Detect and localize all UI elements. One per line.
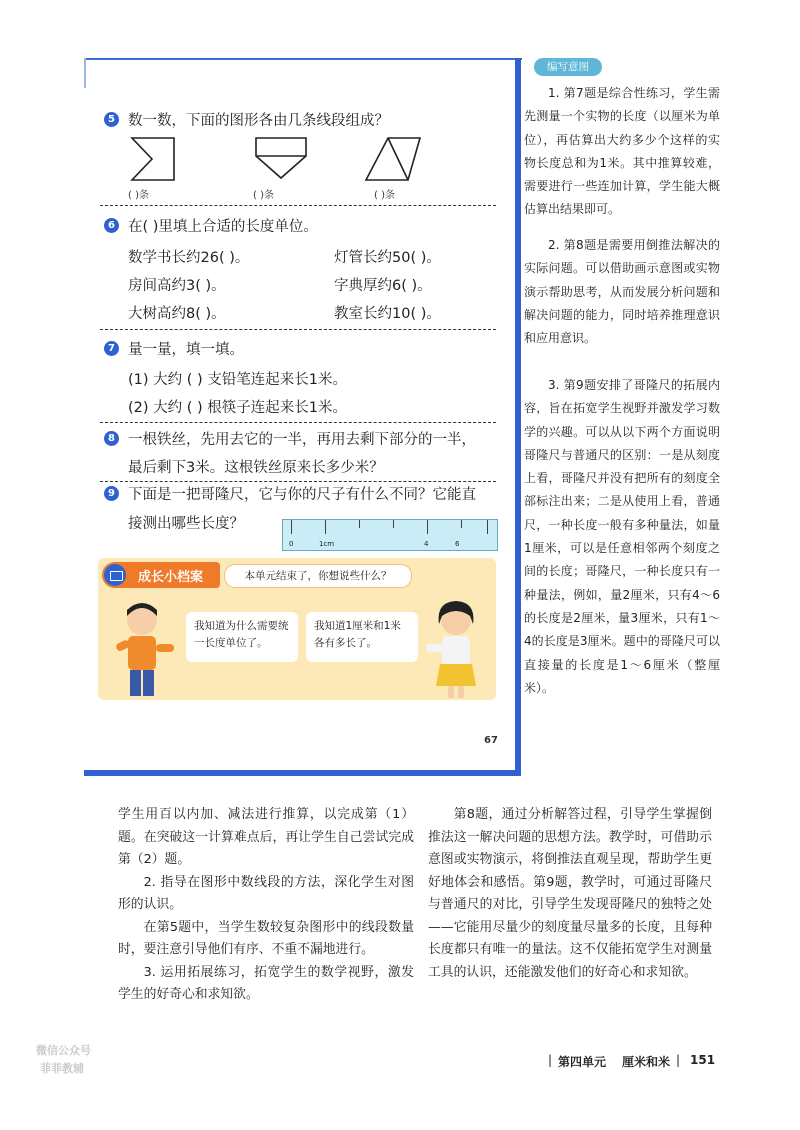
writing-intent-badge: 编写意图 [534,58,602,76]
commentary-left-column [118,804,414,1007]
page-frame-left [84,58,86,88]
q6-row1-left: 数学书长约26( )。 [128,250,250,266]
footer-title: 厘米和米 [622,1055,671,1069]
watermark-line-2: 菲菲教辅 [40,1062,84,1075]
q6-row3-left: 大树高约8( )。 [128,306,226,322]
footer-unit: 第四单元 [558,1055,607,1069]
ruler-tick-3 [393,520,394,528]
page-frame-top [84,58,522,60]
commentary-left-p2: 2. 指导在图形中数线段的方法，深化学生对图形的认识。 [118,874,414,912]
q6-row1-right: 灯管长约50( )。 [334,250,441,266]
golomb-ruler [282,519,498,551]
growth-archive-title: 成长小档案 [138,570,204,585]
commentary-right-p1: 第8题，通过分析解答过程，引导学生掌握倒推法这一解决问题的思想方法。教学时，可借助示意图或实物演示，将倒推法直观呈现，帮助学生更好地体会和感悟。第9题，教学时，可通过哥隆尺与普通尺的对比，引导学生发现哥隆尺的独特之处——它能用尽量少的刻度量尽量多的长度，且每种长度都只有唯一的量法。这不仅能拓宽学生对测量工具的认识，还能激发他们的好奇心和求知欲。 [428,807,712,980]
page-frame-right [515,58,521,776]
commentary-right-column [428,804,712,984]
question-7-text: 量一量，填一填。 [128,342,244,358]
page-frame-bottom [84,770,521,776]
figure-2-label: ( )条 [253,190,274,201]
ruler-label-6: 6 [455,540,460,548]
q6-row2-left: 房间高约3( )。 [128,278,226,294]
ruler-tick-0 [291,520,292,534]
boy-speech-bubble: 我知道为什么需要统一长度单位了。 [186,612,298,662]
line-segment-figures [130,136,460,186]
q9-line-1: 下面是一把哥隆尺，它与你的尺子有什么不同？它能直 [128,487,476,503]
ruler-tick-6 [487,520,488,534]
ruler-label-0: 0 [289,540,294,548]
question-5-number: 5 [104,112,119,127]
ruler-tick-1 [325,520,326,534]
commentary-left-p3: 在第5题中，当学生数较复杂图形中的线段数量时，要注意引导他们有序、不重不漏地进行。 [118,919,414,957]
q9-line-2: 接测出哪些长度？ [128,516,244,532]
pentagon-figure [256,138,306,178]
sidebar-paragraph-1: 1. 第7题是综合性练习，学生需先测量一个实物的长度（以厘米为单位），再估算出大约多少个这样的实物长度总和为1米。其中推算较难，需要进行一些连加计算，学生能大概估算出结果即可。 [524,86,720,217]
archive-prompt: 本单元结束了，你想说些什么？ [224,564,412,588]
commentary-left-p1: 学生用百以内加、减法进行推算，以完成第（1）题。在突破这一计算难点后，再让学生自己尝试完成第（2）题。 [118,807,414,867]
figure-1-label: ( )条 [128,190,149,201]
question-6-number: 6 [104,218,119,233]
figure-3-label: ( )条 [374,190,395,201]
watermark-line-1: 微信公众号 [36,1044,91,1057]
arrow-notch-figure [132,138,174,180]
parallelogram-figure [366,138,420,180]
q6-row2-right: 字典厚约6( )。 [334,278,432,294]
question-7-number: 7 [104,341,119,356]
ruler-tick-5 [461,520,462,528]
ruler-label-4: 4 [424,540,429,548]
q7-line-2: (2) 大约 ( ) 根筷子连起来长1米。 [128,400,348,416]
ruler-label-1: 1cm [319,540,335,548]
footer-page-number: 151 [690,1053,716,1067]
footer-separator-right: | [676,1053,681,1067]
divider [100,481,496,482]
divider [100,205,496,206]
ruler-tick-2 [359,520,360,528]
girl-speech-bubble: 我知道1厘米和1米各有多长了。 [306,612,418,662]
divider [100,329,496,330]
ruler-tick-4 [427,520,428,534]
girl-illustration [426,598,486,700]
textbook-page-number: 67 [484,735,498,746]
commentary-left-p4: 3. 运用拓展练习，拓宽学生的数学视野，激发学生的好奇心和求知欲。 [118,964,414,1002]
question-5-text: 数一数，下面的图形各由几条线段组成？ [128,113,389,129]
q8-line-1: 一根铁丝，先用去它的一半，再用去剩下部分的一半， [128,432,476,448]
footer-separator-left: | [548,1053,553,1067]
sidebar-paragraph-2: 2. 第8题是需要用倒推法解决的实际问题。可以借助画示意图或实物演示帮助思考，从而发展分析问题和解决问题的能力，同时培养推理意识和应用意识。 [524,238,720,346]
sidebar-paragraph-3: 3. 第9题安排了哥隆尺的拓展内容，旨在拓宽学生视野并激发学习数学的兴趣。可以从以下两个方面说明哥隆尺与普通尺的区别：一是从刻度上看，哥隆尺并没有把所有的刻度全部标注出来；二是从使用上看，普通尺，一种长度一般有多种量法，如量1厘米，可以是任意相邻两个刻度之间的长度；哥隆尺，一种长度只有一种量法，例如，量2厘米，只有4～6的长度是2厘米，量3厘米，只有1～4的长度是3厘米。题中的哥隆尺可以直接量的长度是1～6厘米（整厘米）。 [524,378,720,695]
folder-icon [104,564,126,586]
q6-row3-right: 教室长约10( )。 [334,306,441,322]
question-6-text: 在( )里填上合适的长度单位。 [128,219,318,235]
q7-line-1: (1) 大约 ( ) 支铅笔连起来长1米。 [128,372,348,388]
q8-line-2: 最后剩下3米。这根铁丝原来长多少米？ [128,460,384,476]
boy-illustration [112,598,178,700]
divider [100,422,496,423]
question-9-number: 9 [104,486,119,501]
question-8-number: 8 [104,431,119,446]
